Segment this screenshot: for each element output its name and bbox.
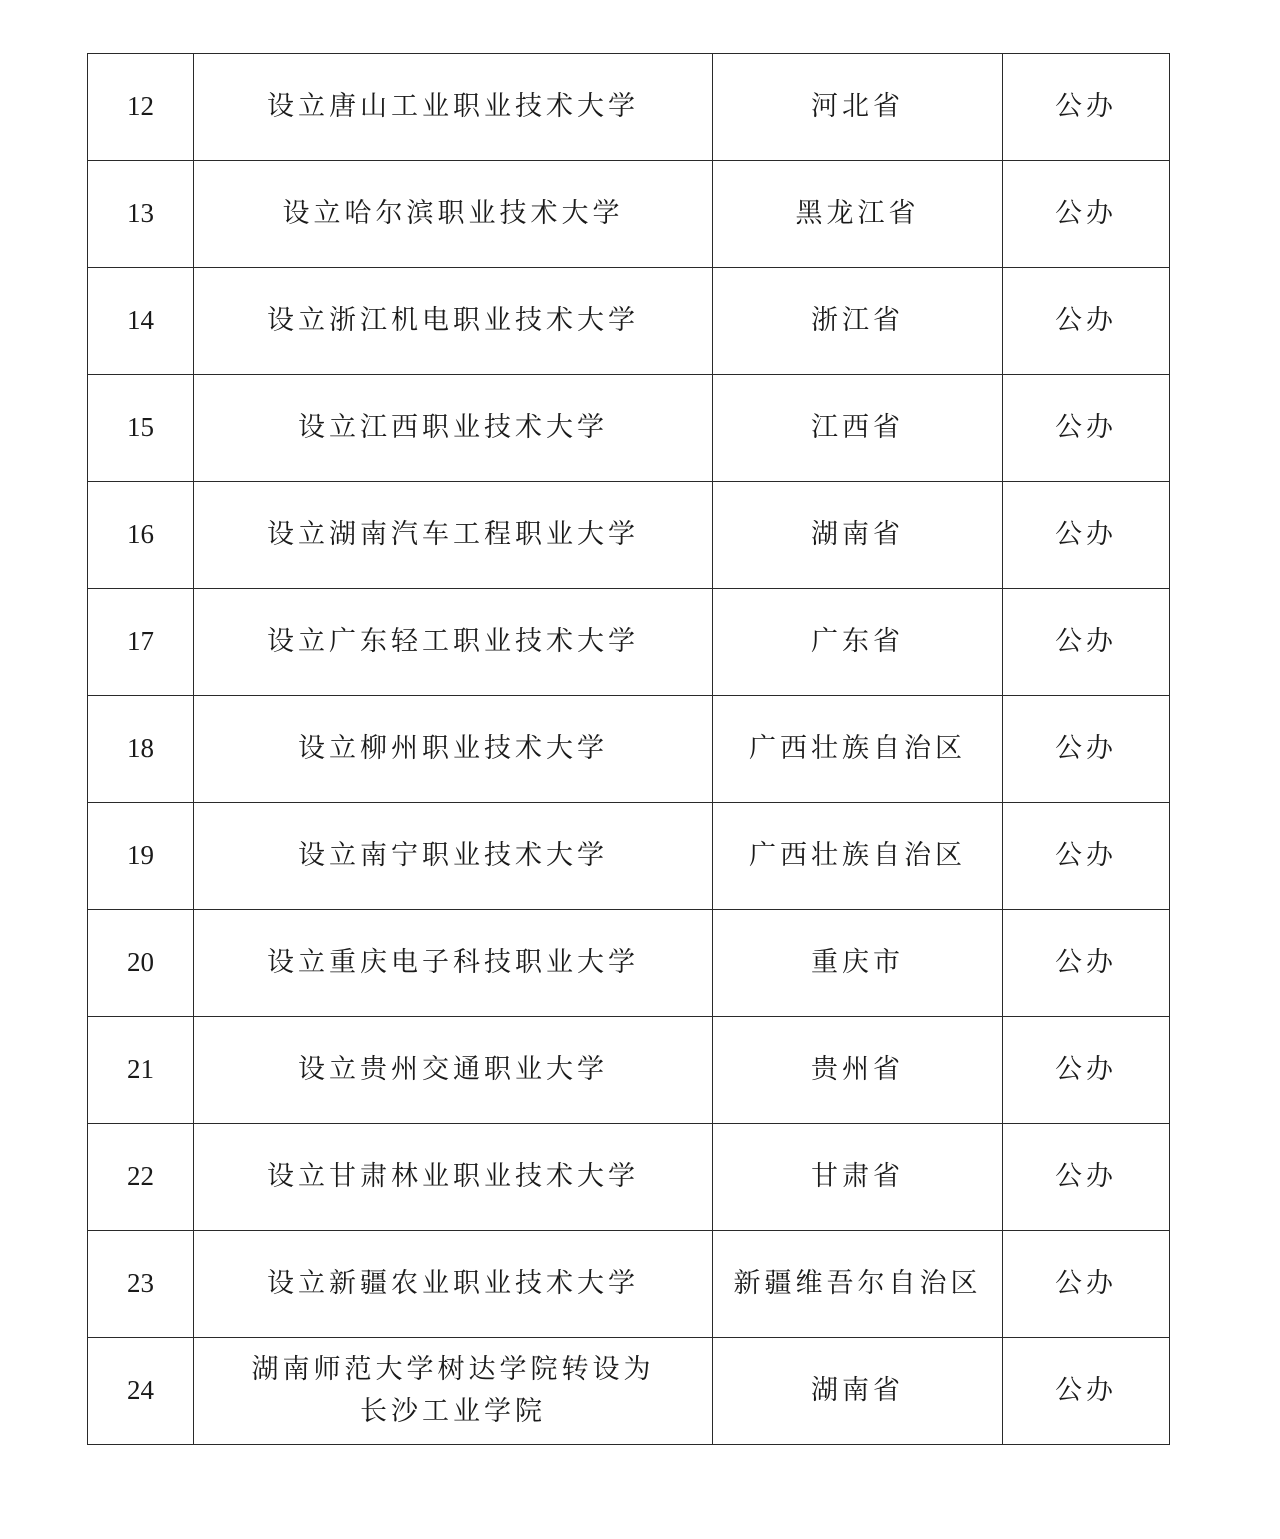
institution-name-line: 长沙工业学院 bbox=[360, 1396, 546, 1427]
institution-name-line: 设立江西职业技术大学 bbox=[298, 412, 608, 444]
region: 黑龙江省 bbox=[713, 161, 1003, 268]
institution-name bbox=[194, 54, 713, 161]
table-row bbox=[88, 1017, 1170, 1124]
institution-name-line: 设立哈尔滨职业技术大学 bbox=[282, 198, 624, 230]
row-number: 14 bbox=[88, 268, 194, 375]
row-number: 19 bbox=[88, 803, 194, 910]
institution-name bbox=[194, 1124, 713, 1231]
ownership-type: 公办 bbox=[1003, 161, 1170, 268]
region: 甘肃省 bbox=[713, 1124, 1003, 1231]
row-number: 13 bbox=[88, 161, 194, 268]
table-row bbox=[88, 910, 1170, 1017]
region: 江西省 bbox=[713, 375, 1003, 482]
institution-name-line: 设立新疆农业职业技术大学 bbox=[267, 1268, 639, 1300]
region: 广西壮族自治区 bbox=[713, 696, 1003, 803]
row-number: 18 bbox=[88, 696, 194, 803]
table-row bbox=[88, 161, 1170, 268]
ownership-type: 公办 bbox=[1003, 375, 1170, 482]
table-row bbox=[88, 1231, 1170, 1338]
table-row bbox=[88, 803, 1170, 910]
region: 新疆维吾尔自治区 bbox=[713, 1231, 1003, 1338]
institution-name bbox=[194, 910, 713, 1017]
institution-name bbox=[194, 375, 713, 482]
region: 湖南省 bbox=[713, 482, 1003, 589]
region: 湖南省 bbox=[713, 1338, 1003, 1445]
ownership-type: 公办 bbox=[1003, 54, 1170, 161]
ownership-type: 公办 bbox=[1003, 696, 1170, 803]
region: 广东省 bbox=[713, 589, 1003, 696]
institution-name-line: 设立柳州职业技术大学 bbox=[298, 733, 608, 765]
institution-name bbox=[194, 161, 713, 268]
row-number: 23 bbox=[88, 1231, 194, 1338]
row-number: 17 bbox=[88, 589, 194, 696]
table-row bbox=[88, 696, 1170, 803]
institution-name-line: 设立湖南汽车工程职业大学 bbox=[267, 519, 639, 551]
institution-name-line: 设立重庆电子科技职业大学 bbox=[267, 947, 639, 979]
table-row bbox=[88, 375, 1170, 482]
ownership-type: 公办 bbox=[1003, 1124, 1170, 1231]
table-row bbox=[88, 1124, 1170, 1231]
ownership-type: 公办 bbox=[1003, 268, 1170, 375]
institution-name-line: 设立浙江机电职业技术大学 bbox=[267, 305, 639, 337]
ownership-type: 公办 bbox=[1003, 910, 1170, 1017]
table-row bbox=[88, 268, 1170, 375]
table-row bbox=[88, 482, 1170, 589]
institution-name bbox=[194, 589, 713, 696]
region: 浙江省 bbox=[713, 268, 1003, 375]
university-table bbox=[87, 53, 1170, 1445]
ownership-type: 公办 bbox=[1003, 589, 1170, 696]
ownership-type: 公办 bbox=[1003, 482, 1170, 589]
row-number: 21 bbox=[88, 1017, 194, 1124]
institution-name bbox=[194, 1231, 713, 1338]
institution-name bbox=[194, 1338, 713, 1445]
table-row bbox=[88, 54, 1170, 161]
ownership-type: 公办 bbox=[1003, 1017, 1170, 1124]
ownership-type: 公办 bbox=[1003, 1338, 1170, 1445]
institution-name-line: 设立唐山工业职业技术大学 bbox=[267, 91, 639, 123]
institution-name bbox=[194, 803, 713, 910]
ownership-type: 公办 bbox=[1003, 1231, 1170, 1338]
institution-name bbox=[194, 1017, 713, 1124]
region: 广西壮族自治区 bbox=[713, 803, 1003, 910]
ownership-type: 公办 bbox=[1003, 803, 1170, 910]
row-number: 12 bbox=[88, 54, 194, 161]
region: 贵州省 bbox=[713, 1017, 1003, 1124]
table-row bbox=[88, 1338, 1170, 1445]
institution-name-line: 设立广东轻工职业技术大学 bbox=[267, 626, 639, 658]
institution-name-line: 湖南师范大学树达学院转设为 bbox=[251, 1354, 655, 1386]
institution-name bbox=[194, 268, 713, 375]
row-number: 24 bbox=[88, 1338, 194, 1445]
institution-name bbox=[194, 696, 713, 803]
row-number: 15 bbox=[88, 375, 194, 482]
row-number: 16 bbox=[88, 482, 194, 589]
region: 河北省 bbox=[713, 54, 1003, 161]
row-number: 20 bbox=[88, 910, 194, 1017]
region: 重庆市 bbox=[713, 910, 1003, 1017]
row-number: 22 bbox=[88, 1124, 194, 1231]
institution-name-line: 设立甘肃林业职业技术大学 bbox=[267, 1161, 639, 1193]
institution-name-line: 设立南宁职业技术大学 bbox=[298, 840, 608, 872]
institution-name-line: 设立贵州交通职业大学 bbox=[298, 1054, 608, 1086]
table-body bbox=[88, 54, 1170, 1445]
institution-name bbox=[194, 482, 713, 589]
table-row bbox=[88, 589, 1170, 696]
